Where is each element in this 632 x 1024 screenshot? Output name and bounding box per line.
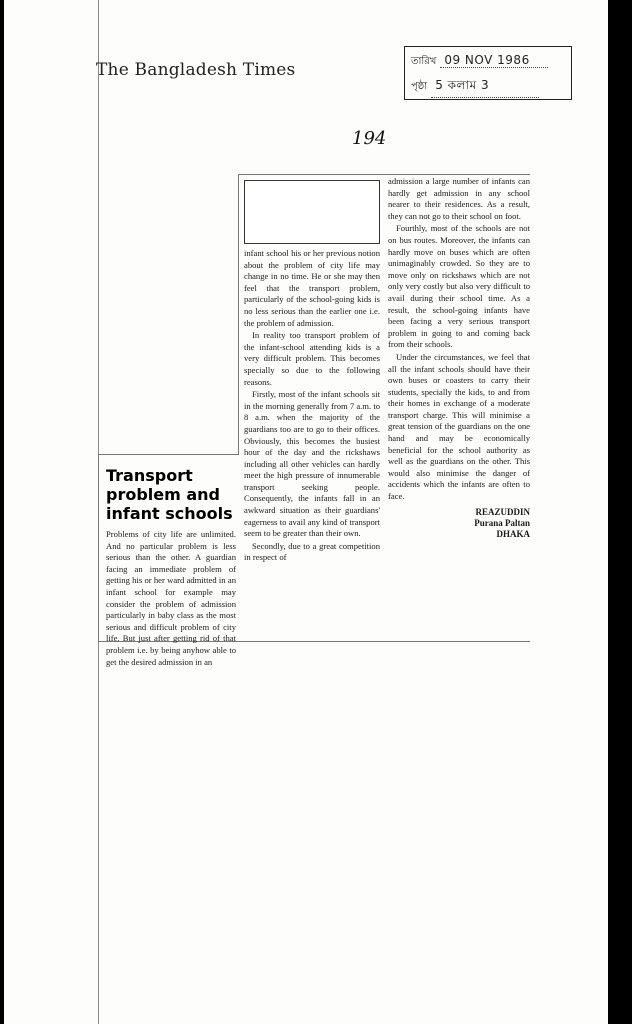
clip-edge-inner xyxy=(238,174,239,454)
author-name: REAZUDDIN xyxy=(475,506,530,517)
stamp-page-row xyxy=(411,77,539,98)
clip-edge-left xyxy=(98,454,99,642)
article-paragraph: admission a large number of infants can hardly get admission in any school nearer to their residences. As a result, they can not go to their school on foot. xyxy=(388,176,530,221)
clip-edge-top xyxy=(238,174,530,175)
stamp-page-value: 5 কলাম 3 xyxy=(431,77,539,98)
scanned-page xyxy=(4,0,608,1024)
author-address: Purana Paltan xyxy=(474,517,530,528)
article-paragraph: In reality too transport problem of the infant-school attending kids is a very difficult problem. This becomes specially so due to the following reasons. xyxy=(244,330,380,387)
stamp-date-value: 09 NOV 1986 xyxy=(440,53,548,68)
author-signature xyxy=(388,507,530,540)
article-headline xyxy=(106,466,236,523)
clip-edge-step xyxy=(98,454,239,455)
stamp-page-key: পৃষ্ঠা xyxy=(411,81,428,92)
headline-line: Transport xyxy=(106,466,193,485)
article-paragraph: Secondly, due to a great competition in respect of xyxy=(244,540,380,563)
article-paragraph: Firstly, most of the infant schools sit in the morning generally from 7 a.m. to 8 a.m. when the majority of the guardians too are to go to their offices. Obviously, this becomes the busiest hour of the day and the rickshaws including all other vehicles can hardly meet the high pressure of innumerable transport seeking people. Consequently, the infants fall in an awkward situation as their guardians' eagerness to avail any kind of transport seem to be greater than their own. xyxy=(244,389,380,539)
headline-line: infant schools xyxy=(106,504,233,523)
stamp-date-key: তারিখ xyxy=(411,56,437,67)
article-column-1 xyxy=(106,466,236,669)
newspaper-clipping xyxy=(98,174,530,667)
headline-line: problem and xyxy=(106,485,221,504)
stamp-date-row xyxy=(411,53,548,71)
article-column-3 xyxy=(388,176,530,540)
newspaper-masthead: The Bangladesh Times xyxy=(96,60,296,80)
article-paragraph: Problems of city life are unlimited. And no particular problem is less serious than the other. A guardian facing an immediate problem of getting his or her ward admitted in an infant school for example may consider the problem of admission particularly in baby class as the most serious and difficult problem of city life. But just after getting rid of that problem i.e. by being anyhow able to get the desired admission in an xyxy=(106,529,236,667)
page-number: 194 xyxy=(352,128,387,149)
article-paragraph: Fourthly, most of the schools are not on bus routes. Moreover, the infants can hardly move on buses which are often unimaginably crowded. So they are to move only on rickshaws which are not only very costly but also very difficult to avail during their school time. As a result, the school-going infants have been facing a very serious transport problem in going to and coming back from their schools. xyxy=(388,223,530,350)
date-stamp xyxy=(404,46,572,100)
article-column-2 xyxy=(244,248,380,565)
article-paragraph: infant school his or her previous notion about the problem of city life may change in no time. He or she may then feel that the transport problem, particularly of the school-going kids is no less serious than the earlier one i.e. the problem of admission. xyxy=(244,248,380,328)
photo-placeholder xyxy=(244,180,380,244)
article-paragraph: Under the circumstances, we feel that all the infant schools should have their own buses or coasters to carry their students, specially the kids, to and from their homes in exchange of a moderate transport charge. This will minimise a great tension of the guardians on the one hand and may be economically beneficial for the school authority as well as the guardians on the other. This would also minimise the danger of accidents which the infants are often to face. xyxy=(388,351,530,502)
author-city: DHAKA xyxy=(496,528,530,539)
